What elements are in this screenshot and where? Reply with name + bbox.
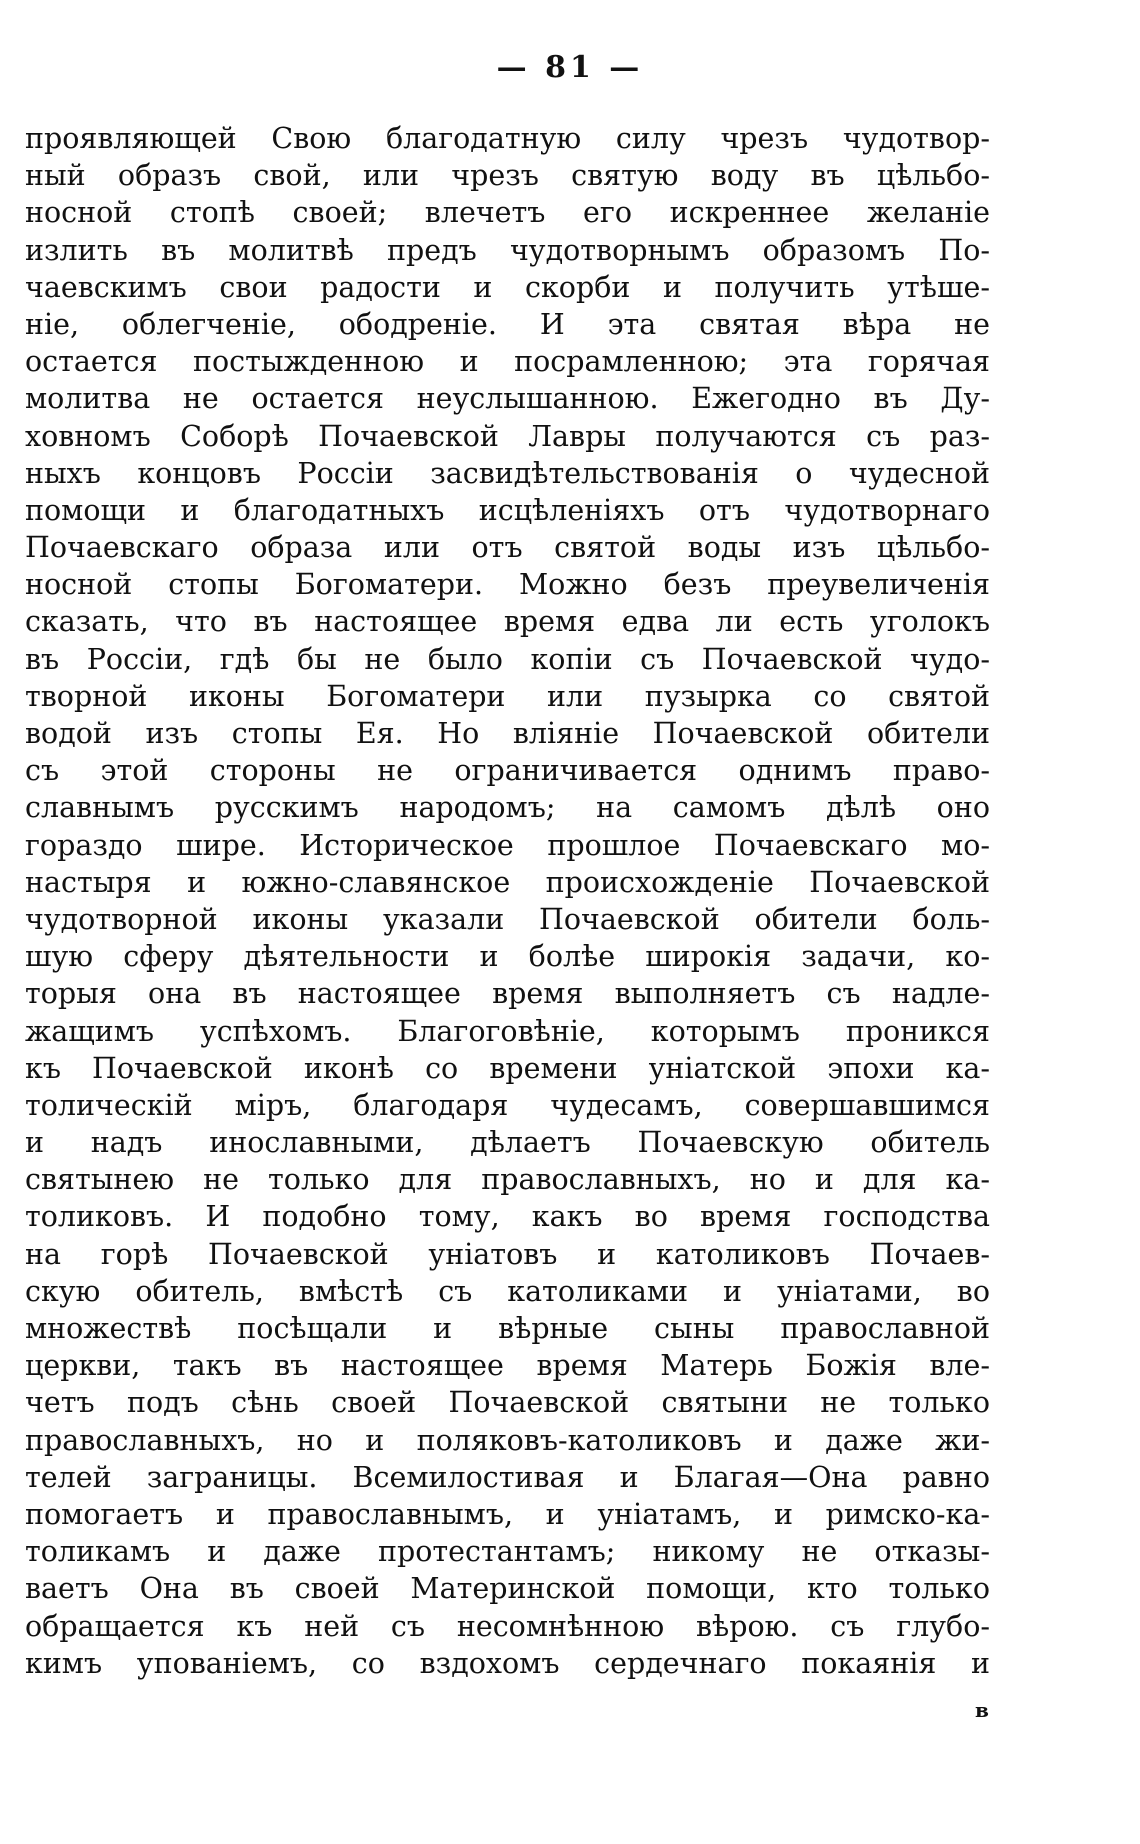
text-line: Почаевскаго образа или отъ святой воды изъ цѣльбо- — [25, 531, 990, 565]
text-line: ный образъ свой, или чрезъ святую воду въ цѣльбо- — [25, 159, 990, 193]
text-line: ныхъ концовъ Россіи засвидѣтельствованія о чудесной — [25, 456, 990, 490]
text-line: молитва не остается неуслышанною. Ежегодно въ Ду- — [25, 382, 990, 416]
text-line: носной стопы Богоматери. Можно безъ преувеличенія — [25, 568, 990, 602]
text-line: помощи и благодатныхъ исцѣленіяхъ отъ чудотворнаго — [25, 493, 990, 527]
text-line: православныхъ, но и поляковъ-католиковъ и даже жи- — [25, 1423, 990, 1457]
text-line: ховномъ Соборѣ Почаевской Лавры получаются съ раз- — [25, 419, 990, 453]
text-line: творной иконы Богоматери или пузырка со святой — [25, 679, 990, 713]
text-line: къ Почаевской иконѣ со времени уніатской эпохи ка- — [25, 1051, 990, 1085]
text-line: кимъ упованіемъ, со вздохомъ сердечнаго покаянія и — [25, 1646, 990, 1680]
text-line: толиковъ. И подобно тому, какъ во время господства — [25, 1200, 990, 1234]
catchword: в — [975, 1698, 989, 1722]
text-line: излить въ молитвѣ предъ чудотворнымъ образомъ По- — [25, 233, 990, 267]
text-line: въ Россіи, гдѣ бы не было копіи съ Почаевской чудо- — [25, 642, 990, 676]
text-line: телей заграницы. Всемилостивая и Благая—Она равно — [25, 1460, 990, 1494]
text-line: толическій міръ, благодаря чудесамъ, совершавшимся — [25, 1088, 990, 1122]
text-line: настыря и южно-славянское происхожденіе Почаевской — [25, 865, 990, 899]
body-text — [25, 120, 990, 1682]
text-line: ваетъ Она въ своей Материнской помощи, кто только — [25, 1572, 990, 1606]
text-line: торыя она въ настоящее время выполняетъ съ надле- — [25, 977, 990, 1011]
text-line: сказать, что въ настоящее время едва ли есть уголокъ — [25, 605, 990, 639]
text-line: ніе, облегченіе, ободреніе. И эта святая вѣра не — [25, 307, 990, 341]
text-line: остается постыжденною и посрамленною; эта горячая — [25, 345, 990, 379]
text-line: чаевскимъ свои радости и скорби и получить утѣше- — [25, 270, 990, 304]
text-line: водой изъ стопы Ея. Но вліяніе Почаевской обители — [25, 717, 990, 750]
page-number: — 81 — — [496, 50, 644, 85]
text-line: и надъ инославными, дѣлаетъ Почаевскую обитель — [25, 1126, 990, 1160]
text-line: съ этой стороны не ограничивается однимъ право- — [25, 754, 990, 788]
text-line: проявляющей Свою благодатную силу чрезъ чудотвор- — [25, 122, 990, 155]
text-line: множествѣ посѣщали и вѣрные сыны православной — [25, 1312, 990, 1345]
text-line: жащимъ успѣхомъ. Благоговѣніе, которымъ проникся — [25, 1014, 990, 1048]
text-line: толикамъ и даже протестантамъ; никому не отказы- — [25, 1535, 990, 1569]
text-line: помогаетъ и православнымъ, и уніатамъ, и римско-ка- — [25, 1497, 990, 1531]
text-line: чудотворной иконы указали Почаевской обители боль- — [25, 902, 990, 936]
text-line: святынею не только для православныхъ, но и для ка- — [25, 1163, 990, 1197]
text-line: славнымъ русскимъ народомъ; на самомъ дѣлѣ оно — [25, 791, 990, 825]
text-line: шую сферу дѣятельности и болѣе широкія задачи, ко- — [25, 940, 990, 974]
text-line: обращается къ ней съ несомнѣнною вѣрою. съ глубо- — [25, 1609, 990, 1643]
text-line: четъ подъ сѣнь своей Почаевской святыни не только — [25, 1386, 990, 1420]
text-line: гораздо шире. Историческое прошлое Почаевскаго мо- — [25, 828, 990, 862]
text-line: скую обитель, вмѣстѣ съ католиками и уніатами, во — [25, 1274, 990, 1308]
text-line: церкви, такъ въ настоящее время Матерь Божія вле- — [25, 1349, 990, 1383]
text-line: носной стопѣ своей; влечетъ его искреннее желаніе — [25, 196, 990, 230]
text-line: на горѣ Почаевской уніатовъ и католиковъ Почаев- — [25, 1237, 990, 1271]
